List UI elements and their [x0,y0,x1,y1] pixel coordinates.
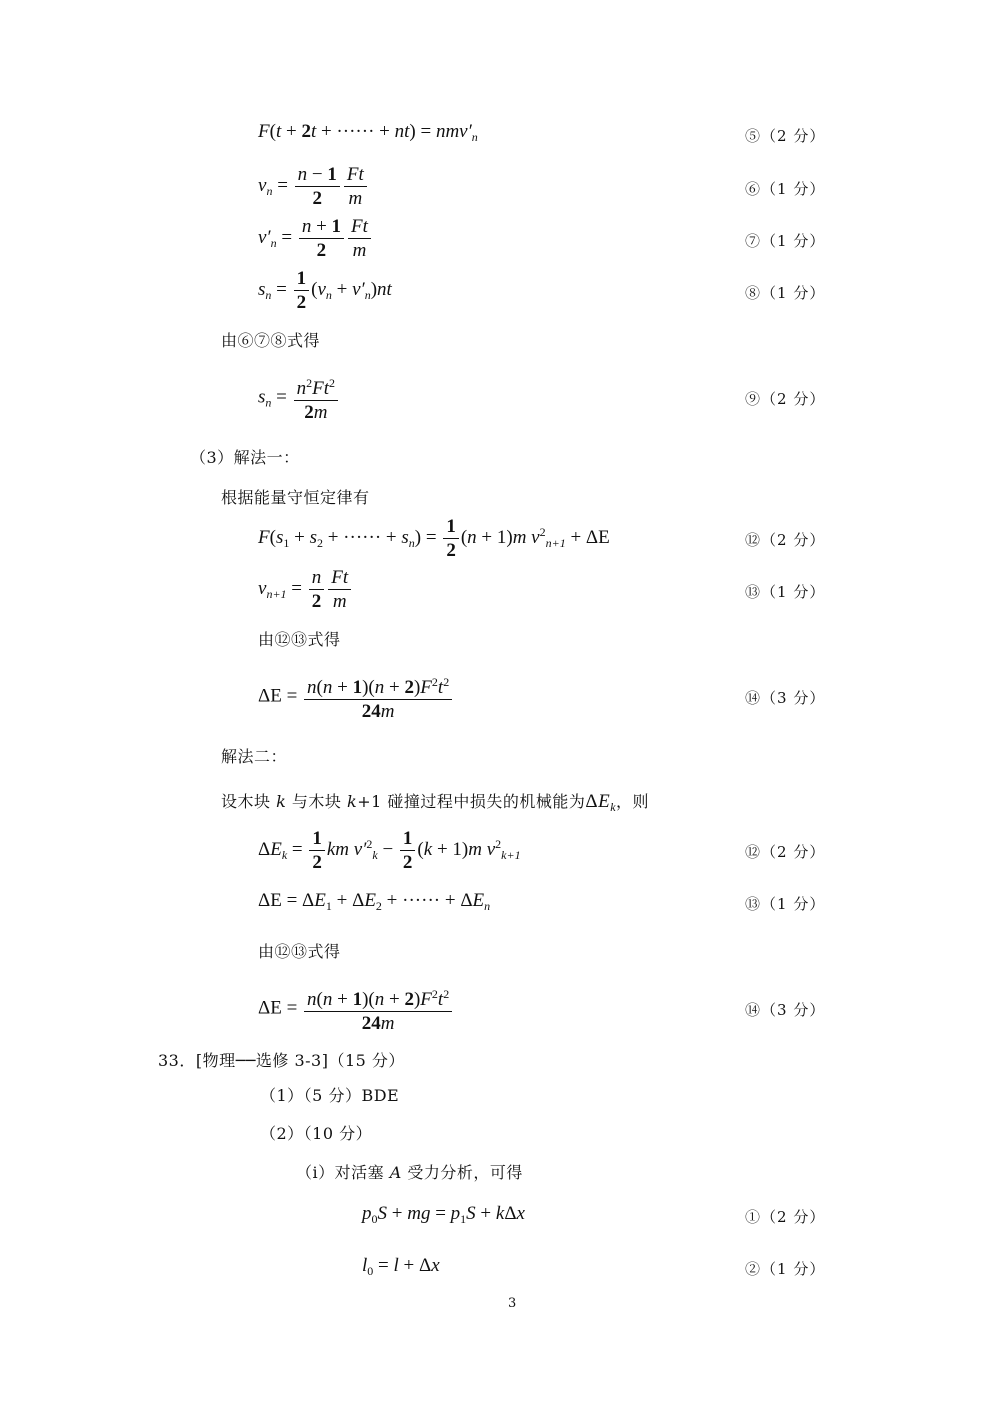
equation-7-marker: ⑦（1 分） [745,232,826,250]
question-33-part2-i: （i）对活塞 A 受力分析，可得 [296,1163,523,1182]
method2-heading: 解法二： [221,747,288,766]
equation-6: $v_n$ = $\frac{n - 1}{2}$ $\frac{Ft}{m}$ [258,163,369,210]
equation-12-method2-marker: ⑫（2 分） [745,843,826,861]
page-number: 3 [508,1296,517,1311]
equation-5-marker: ⑤（2 分） [745,127,826,145]
equation-14-method2: ΔE = $\frac{n(n + 1)(n + 2)F^2t^2}{24m}$ [258,983,454,1035]
equation-14: ΔE = $\frac{n(n + 1)(n + 2)F^2t^2}{24m}$ [258,671,454,723]
gas-equation-1: $p_0S$ + mg = $p_1S + k\Delta x$ [362,1203,525,1226]
part3-method1-heading: （3）解法一： [190,448,300,467]
equation-12-marker: ⑫（2 分） [745,531,826,549]
equation-13-marker: ⑬（1 分） [745,583,826,601]
gas-equation-2-marker: ②（1 分） [745,1260,826,1278]
equation-7: $v'_n$ = $\frac{n + 1}{2}$ $\frac{Ft}{m}$ [258,215,373,262]
equation-8: $s_n$ = $\frac{1}{2}$ $(v_n + v'_n)nt$ [258,268,392,313]
gas-equation-2: $l_0 = l + \Delta x$ [362,1255,440,1278]
question-33-title: 33．[物理──选修 3-3]（15 分） [158,1051,405,1070]
text-energy-law: 根据能量守恒定律有 [221,488,370,507]
equation-5: F(t + 2t + ······ + $nt) = nmv'_n$ [258,121,478,144]
equation-13: $v_{n+1}$ = $\frac{n}{2}$ $\frac{Ft}{m}$ [258,566,353,613]
question-33-part2: （2）（10 分） [260,1124,373,1143]
equation-14-method2-marker: ⑭（3 分） [745,1001,826,1019]
text-from-1213-method2: 由⑫⑬式得 [258,942,341,961]
equation-9-marker: ⑨（2 分） [745,390,826,408]
text-from-678: 由⑥⑦⑧式得 [221,331,321,350]
method2-intro: 设木块 k 与木块 k+1 碰撞过程中损失的机械能为$\Delta E_k$，则 [221,791,650,814]
equation-13-method2: $\Delta E = \Delta E_1 + \Delta E_2$ + ······ + $\Delta E_n$ [258,890,491,913]
question-33-part1: （1）（5 分）BDE [260,1086,400,1105]
text-from-1213: 由⑫⑬式得 [258,630,341,649]
equation-9: $s_n$ = $\frac{n^2Ft^2}{2m}$ [258,372,340,424]
equation-14-marker: ⑭（3 分） [745,689,826,707]
equation-12: $F(s_1 + s_2$ + ······ + $s_n$) = $\frac{1}{2}$ (n + 1)m $v^2_{n+1} + \Delta E$ [258,516,610,561]
gas-equation-1-marker: ①（2 分） [745,1208,826,1226]
equation-13-method2-marker: ⑬（1 分） [745,895,826,913]
equation-12-method2: $\Delta E_k$ = $\frac{1}{2}$ km $v'^2_k$ − $\frac{1}{2}$ (k + 1)m $v^2_{k+1}$ [258,828,521,873]
equation-8-marker: ⑧（1 分） [745,284,826,302]
equation-6-marker: ⑥（1 分） [745,180,826,198]
